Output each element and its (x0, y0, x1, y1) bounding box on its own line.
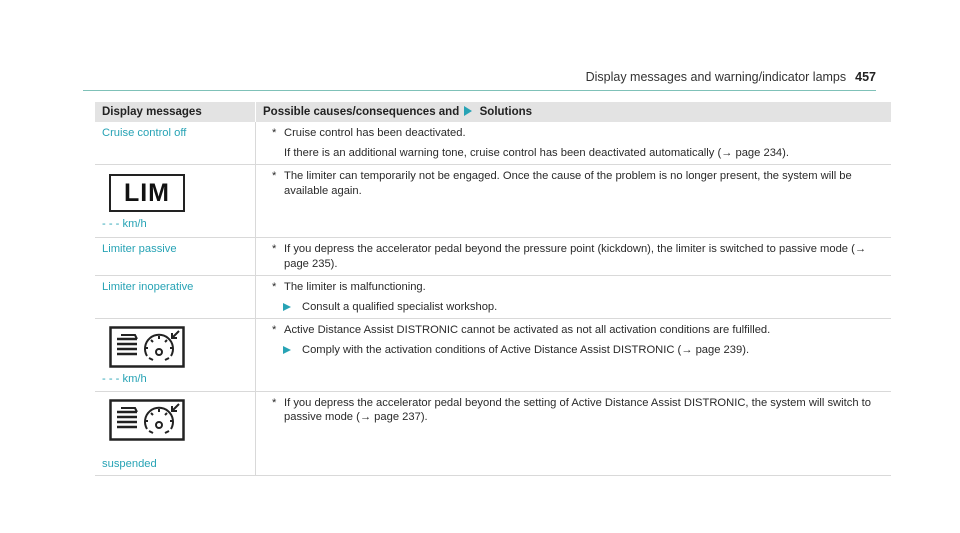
solution-text: Comply with the activation conditions of Active Distance Assist DISTRONIC (→ page 239). (302, 343, 750, 356)
cause-cell (256, 276, 892, 319)
lim-icon: LIM (109, 174, 185, 212)
cause-item (269, 126, 884, 160)
cause-text: The limiter is malfunctioning. (284, 281, 426, 293)
message-text: Limiter inoperative (102, 281, 194, 293)
table-row (95, 319, 891, 392)
message-text: suspended (102, 457, 157, 470)
cause-text: If you depress the accelerator pedal beyond the setting of Active Distance Assist DISTRONIC, the system will switch to passive mode (→ page 237). (284, 396, 871, 423)
col-header-solutions-label: Solutions (479, 105, 533, 118)
message-cell (95, 391, 256, 476)
cause-text: If you depress the accelerator pedal beyond the pressure point (kickdown), the limiter is switched to passive mode (→ page 235). (284, 243, 867, 270)
solution-arrow-icon (464, 106, 472, 116)
cause-item (269, 396, 884, 425)
cause-cell (256, 319, 892, 392)
table-row (95, 238, 891, 276)
message-text: Limiter passive (102, 243, 177, 255)
message-text: - - - km/h (102, 218, 147, 230)
message-text: Cruise control off (102, 127, 187, 139)
bullet: * (272, 396, 277, 409)
cause-cell (256, 238, 892, 276)
col-header-messages: Display messages (95, 102, 256, 122)
cause-cell (256, 122, 892, 165)
bullet: * (272, 243, 277, 255)
header-rule (83, 90, 876, 91)
bullet: * (272, 324, 277, 336)
cause-cell (256, 391, 892, 476)
page-number: 457 (855, 70, 876, 84)
distronic-icon (109, 399, 185, 441)
table-row (95, 391, 891, 476)
bullet: * (272, 170, 277, 182)
cause-text: Cruise control has been deactivated. (284, 127, 466, 139)
table-row (95, 165, 891, 238)
col-header-causes-label: Possible causes/consequences and (263, 105, 460, 118)
action-arrow-icon (283, 303, 291, 311)
cause-item (269, 280, 884, 295)
cause-item (269, 242, 884, 271)
table-row (95, 276, 891, 319)
message-cell (95, 165, 256, 238)
table-header-row (95, 102, 891, 122)
message-cell (95, 238, 256, 276)
display-messages-table (95, 102, 891, 476)
solution-step (269, 300, 884, 315)
distronic-icon (109, 326, 185, 368)
solution-step (269, 343, 884, 358)
action-arrow-icon (283, 346, 291, 354)
cause-item (269, 169, 884, 198)
message-cell (95, 319, 256, 392)
table-row (95, 122, 891, 165)
col-header-causes (256, 102, 892, 122)
message-cell (95, 122, 256, 165)
cause-text: Active Distance Assist DISTRONIC cannot be activated as not all activation conditions are fulfilled. (284, 324, 771, 336)
message-text: - - - km/h (102, 373, 147, 385)
message-cell (95, 276, 256, 319)
cause-cell (256, 165, 892, 238)
running-header (586, 70, 876, 84)
cause-text: The limiter can temporarily not be engaged. Once the cause of the problem is no longer present, the system will be available again. (284, 170, 852, 197)
solution-text: Consult a qualified specialist workshop. (302, 300, 498, 313)
bullet: * (272, 281, 277, 293)
section-title: Display messages and warning/indicator lamps (585, 70, 847, 84)
cause-item (269, 323, 884, 338)
bullet: * (272, 127, 277, 139)
cause-note: If there is an additional warning tone, cruise control has been deactivated automatically (→ page 234). (284, 146, 789, 159)
